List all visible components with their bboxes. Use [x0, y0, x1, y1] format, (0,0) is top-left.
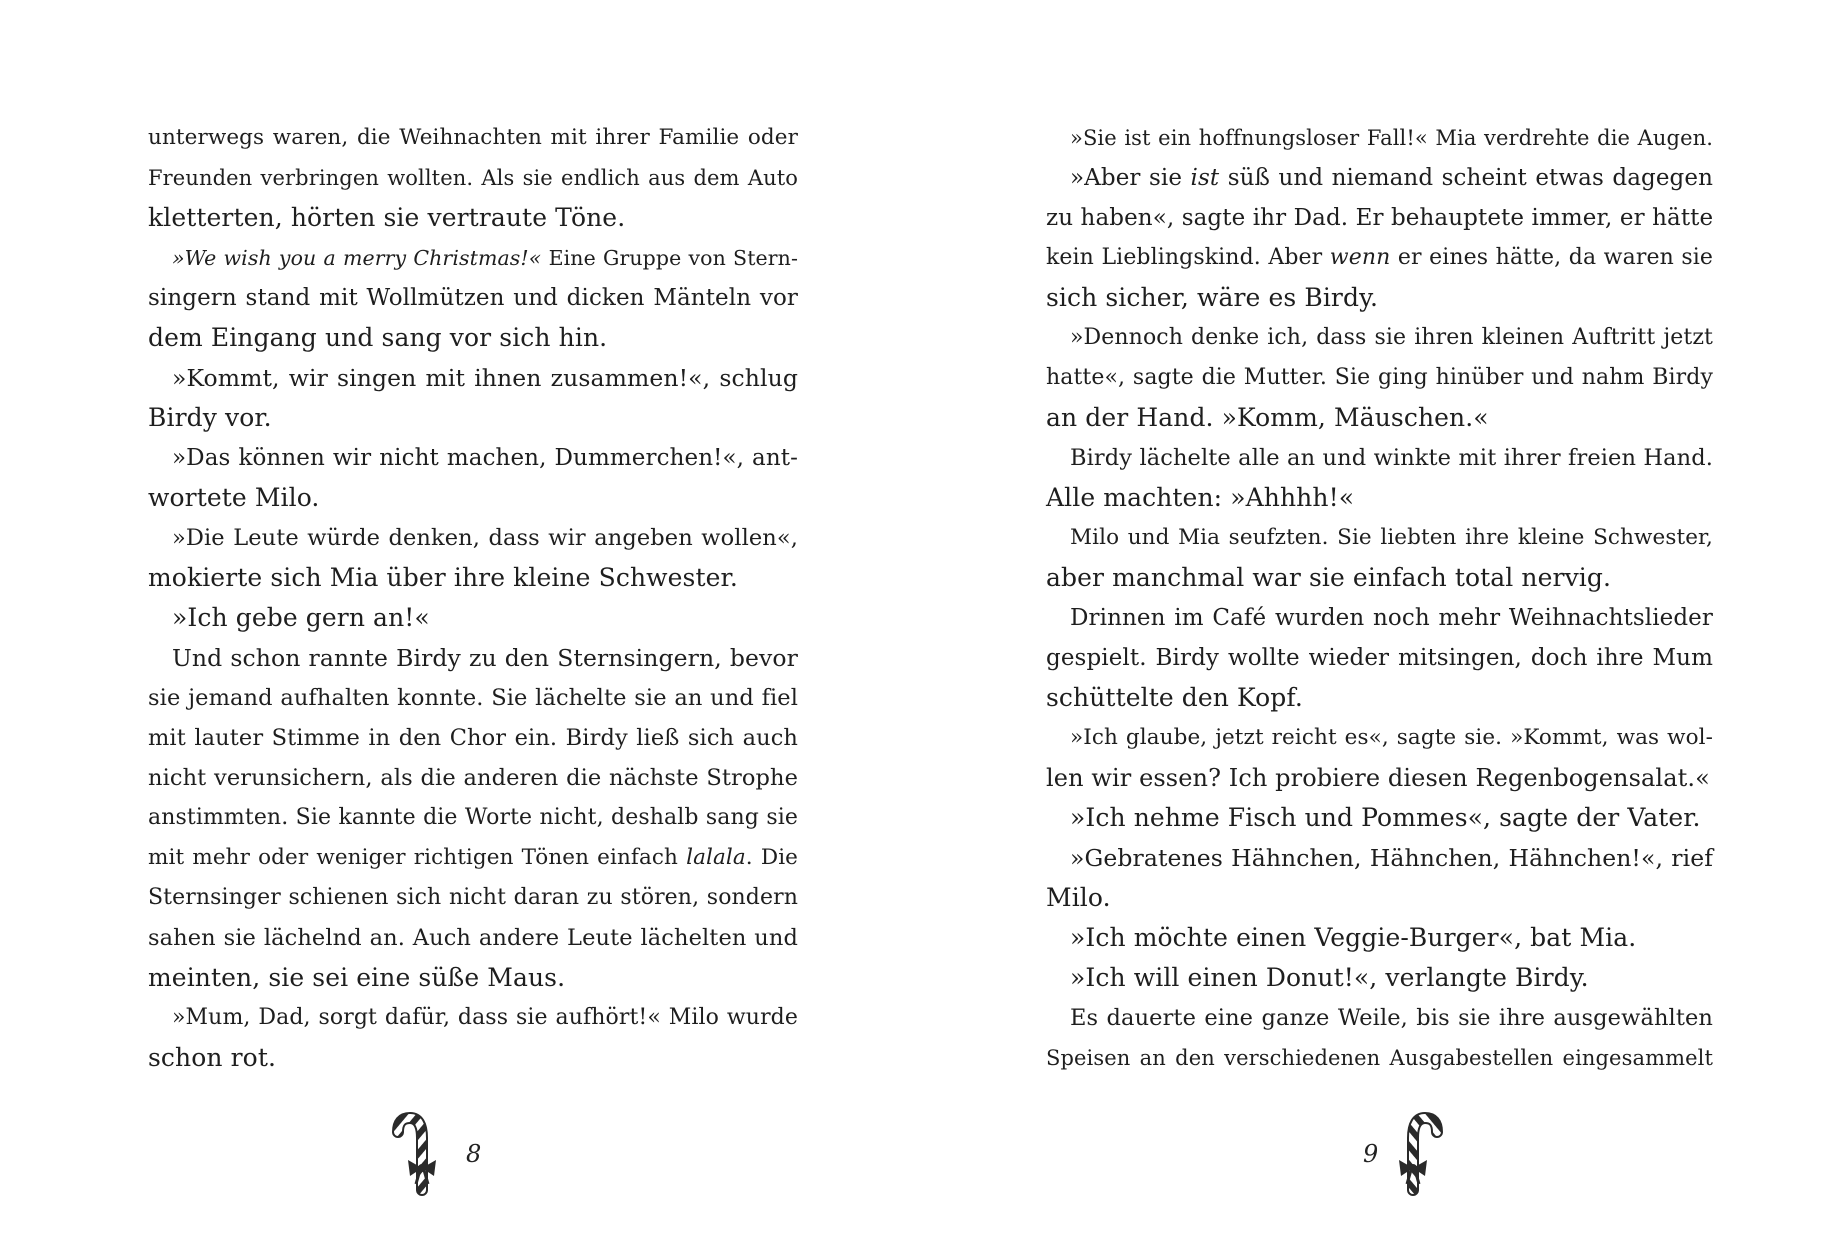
text-segment: »Aber sie: [1070, 165, 1191, 191]
text-line: gespielt. Birdy wollte wieder mitsingen, doch ihre Mum: [1046, 645, 1713, 671]
text-line: »Dennoch denke ich, dass sie ihren kleinen Auftritt jetzt: [1070, 325, 1713, 350]
text-line: Birdy lächelte alle an und winkte mit ihrer freien Hand.: [1070, 445, 1713, 471]
text-line: [148, 838, 798, 878]
candy-cane-icon: [1389, 1108, 1445, 1198]
text-line: »Ich nehme Fisch und Pommes«, sagte der Vater.: [1070, 803, 1701, 832]
text-line: anstimmten. Sie kannte die Worte nicht, deshalb sang sie: [148, 805, 798, 830]
text-line: Und schon rannte Birdy zu den Sternsingern, bevor: [172, 644, 798, 672]
text-line: unterwegs waren, die Weihnachten mit ihrer Familie oder: [148, 125, 798, 150]
text-line: Alle machten: »Ahhhh!«: [1046, 483, 1355, 512]
text-line: hatte«, sagte die Mutter. Sie ging hinüber und nahm Birdy: [1046, 365, 1713, 390]
text-segment: Eine Gruppe von Stern-: [541, 246, 798, 270]
text-line: schon rot.: [148, 1043, 277, 1072]
text-line: »Sie ist ein hoffnungsloser Fall!« Mia verdrehte die Augen.: [1070, 126, 1713, 150]
text-line: [148, 238, 798, 278]
italic-text: lalala: [686, 845, 746, 870]
text-segment: mit mehr oder weniger richtigen Tönen einfach: [148, 845, 687, 870]
text-line: [1046, 238, 1713, 278]
text-line: mit lauter Stimme in den Chor ein. Birdy ließ sich auch: [148, 725, 798, 751]
italic-text: ist: [1190, 165, 1220, 191]
text-line: Es dauerte eine ganze Weile, bis sie ihre ausgewählten: [1070, 1005, 1713, 1031]
text-line: Drinnen im Café wurden noch mehr Weihnachtslieder: [1070, 605, 1713, 631]
text-line: mokierte sich Mia über ihre kleine Schwester.: [148, 563, 738, 592]
text-line: sahen sie lächelnd an. Auch andere Leute lächelten und: [148, 925, 798, 951]
text-line: Birdy vor.: [148, 403, 272, 432]
text-line: dem Eingang und sang vor sich hin.: [148, 323, 608, 352]
text-line: singern stand mit Wollmützen und dicken Mänteln vor: [148, 285, 798, 311]
text-line: »Ich glaube, jetzt reicht es«, sagte sie. »Kommt, was wol-: [1070, 725, 1713, 750]
italic-text: wenn: [1329, 245, 1391, 270]
page-number: 9: [1363, 1140, 1379, 1168]
text-line: aber manchmal war sie einfach total nervig.: [1046, 563, 1612, 592]
text-line: schüttelte den Kopf.: [1046, 683, 1303, 712]
italic-text: »We wish you a merry Christmas!«: [172, 246, 542, 270]
text-line: Sternsinger schienen sich nicht daran zu stören, sondern: [148, 885, 798, 910]
text-line: »Mum, Dad, sorgt dafür, dass sie aufhört!« Milo wurde: [172, 1005, 798, 1030]
right-page-footer: [1363, 1108, 1483, 1198]
text-line: zu haben«, sagte ihr Dad. Er behauptete immer, er hätte: [1046, 205, 1714, 231]
text-line: len wir essen? Ich probiere diesen Regenbogensalat.«: [1046, 764, 1710, 792]
text-segment: süß und niemand scheint etwas dagegen: [1219, 165, 1713, 191]
text-line: »Ich gebe gern an!«: [172, 603, 430, 632]
text-line: nicht verunsichern, als die anderen die nächste Strophe: [148, 765, 798, 791]
page-number: 8: [466, 1140, 482, 1168]
text-segment: . Die: [745, 845, 798, 870]
left-page-text: [148, 118, 798, 1078]
text-line: »Ich möchte einen Veggie-Burger«, bat Mia.: [1070, 923, 1637, 952]
text-line: »Das können wir nicht machen, Dummerchen!«, ant-: [172, 445, 798, 471]
candy-cane-icon: [390, 1108, 446, 1198]
right-page: [915, 0, 1831, 1240]
left-page: [0, 0, 915, 1240]
text-line: meinten, sie sei eine süße Maus.: [148, 963, 566, 992]
text-line: »Kommt, wir singen mit ihnen zusammen!«, schlug: [172, 364, 798, 392]
text-line: Speisen an den verschiedenen Ausgabestellen eingesammelt: [1046, 1046, 1713, 1070]
text-line: »Die Leute würde denken, dass wir angeben wollen«,: [172, 525, 798, 551]
text-line: kletterten, hörten sie vertraute Töne.: [148, 203, 626, 232]
text-line: Milo.: [1046, 883, 1111, 912]
text-line: an der Hand. »Komm, Mäuschen.«: [1046, 403, 1489, 432]
text-line: »Ich will einen Donut!«, verlangte Birdy.: [1070, 963, 1589, 992]
text-line: »Gebratenes Hähnchen, Hähnchen, Hähnchen!«, rief: [1070, 844, 1713, 872]
text-line: wortete Milo.: [148, 483, 320, 512]
text-line: sie jemand aufhalten konnte. Sie lächelte sie an und fiel: [148, 685, 798, 711]
text-line: sich sicher, wäre es Birdy.: [1046, 283, 1379, 312]
text-line: [1046, 158, 1713, 198]
right-page-text: [1046, 118, 1713, 1078]
text-segment: kein Lieblingskind. Aber: [1046, 245, 1330, 270]
left-page-footer: [390, 1108, 510, 1198]
text-line: Freunden verbringen wollten. Als sie endlich aus dem Auto: [148, 166, 798, 190]
text-segment: er eines hätte, da waren sie: [1390, 245, 1713, 270]
text-line: Milo und Mia seufzten. Sie liebten ihre kleine Schwester,: [1070, 525, 1713, 550]
